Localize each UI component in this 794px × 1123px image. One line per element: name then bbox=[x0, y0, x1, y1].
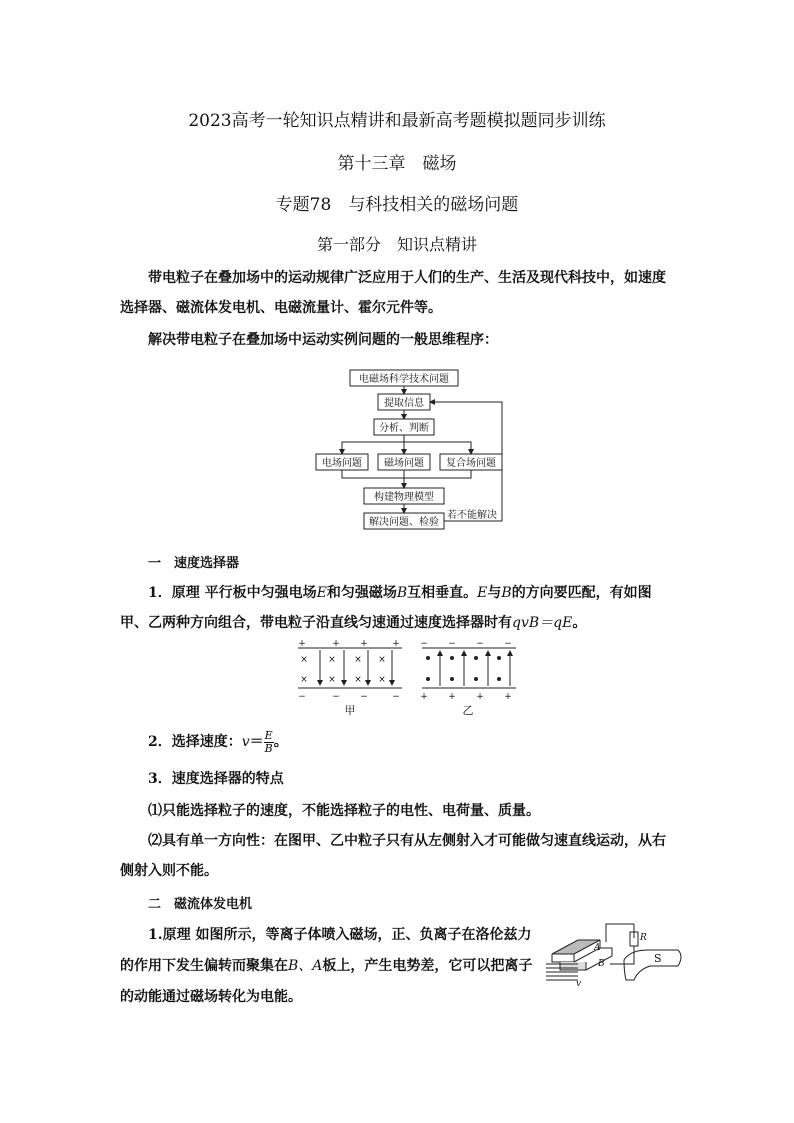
svg-text:+: + bbox=[298, 640, 306, 649]
plate-a-label: A bbox=[594, 943, 601, 953]
velocity-selector-equation: qvB＝qE bbox=[512, 615, 573, 631]
svg-text:−: − bbox=[332, 692, 340, 702]
resistor-label: R bbox=[640, 933, 647, 943]
svg-text:×: × bbox=[328, 655, 336, 665]
svg-text:+: + bbox=[448, 692, 456, 702]
svg-text:×: × bbox=[378, 675, 386, 685]
svg-text:×: × bbox=[378, 655, 386, 665]
flow-node-electric: 电场问题 bbox=[322, 458, 362, 469]
figure-label-yi: 乙 bbox=[462, 704, 474, 717]
svg-text:+: + bbox=[332, 640, 340, 649]
svg-text:×: × bbox=[354, 655, 362, 665]
velocity-selector-figures bbox=[290, 640, 530, 720]
flow-node-magnetic: 磁场问题 bbox=[384, 458, 424, 469]
part-title: 第一部分 知识点精讲 bbox=[316, 235, 477, 254]
svg-text:−: − bbox=[448, 640, 456, 649]
thinking-flowchart bbox=[300, 362, 520, 534]
s1-p1-line2: 甲、乙两种方向组合，带电粒子沿直线匀速通过速度选择器时有qvB＝qE。 bbox=[120, 615, 587, 631]
flow-node-problem: 电磁场科学技术问题 bbox=[359, 374, 449, 385]
series-title: 2023高考一轮知识点精讲和最新高考题模拟题同步训练 bbox=[188, 111, 606, 131]
svg-text:−: − bbox=[504, 640, 512, 649]
figure-label-jia: 甲 bbox=[344, 704, 356, 717]
chapter-title: 第十三章 磁场 bbox=[337, 154, 457, 174]
flow-node-composite: 复合场问题 bbox=[446, 458, 496, 469]
velocity-label: v bbox=[576, 979, 582, 989]
svg-text:×: × bbox=[300, 655, 308, 665]
velocity-fraction: $\frac{E}{B}$ bbox=[264, 728, 273, 755]
intro-line-1: 带电粒子在叠加场中的运动规律广泛应用于人们的生产、生活及现代科技中，如速度 bbox=[148, 270, 666, 286]
s1-p3b-line1: ⑵具有单一方向性：在图甲、乙中粒子只有从左侧射入才可能做匀速直线运动，从右 bbox=[148, 833, 666, 849]
flow-loop-label: 若不能解决 bbox=[447, 510, 497, 521]
s1-p2: 2．选择速度：v＝ $\frac{E}{B}$ 。 bbox=[148, 728, 288, 755]
svg-text:×: × bbox=[354, 675, 362, 685]
svg-text:−: − bbox=[360, 692, 368, 702]
flow-node-model: 构建物理模型 bbox=[374, 492, 434, 503]
svg-text:×: × bbox=[328, 675, 336, 685]
s2-p1-line2: 的作用下发生偏转而聚集在B、A板上，产生电势差，它可以把离子 bbox=[120, 958, 533, 974]
svg-text:−: − bbox=[420, 640, 428, 649]
pole-s-label: S bbox=[654, 952, 662, 965]
svg-text:−: − bbox=[298, 692, 306, 702]
s1-p3: 3．速度选择器的特点 bbox=[148, 771, 284, 787]
s1-p3b-line2: 侧射入则不能。 bbox=[120, 863, 218, 879]
s1-p1-line1: 1．原理 平行板中匀强电场E和匀强磁场B互相垂直。E与B的方向要匹配，有如图 bbox=[148, 585, 652, 601]
topic-title: 专题78 与科技相关的磁场问题 bbox=[275, 195, 519, 215]
intro-line-2: 选择器、磁流体发电机、电磁流量计、霍尔元件等。 bbox=[120, 300, 442, 316]
svg-text:−: − bbox=[392, 692, 400, 702]
intro-line-3: 解决带电粒子在叠加场中运动实例问题的一般思维程序： bbox=[148, 332, 498, 348]
svg-text:+: + bbox=[392, 640, 400, 649]
flow-node-extract: 提取信息 bbox=[384, 398, 424, 409]
flow-node-solve: 解决问题、检验 bbox=[369, 517, 439, 528]
svg-text:+: + bbox=[504, 692, 512, 702]
section1-heading: 一 速度选择器 bbox=[148, 556, 240, 571]
flow-node-analyze: 分析、判断 bbox=[379, 423, 429, 434]
s1-p3a: ⑴只能选择粒子的速度，不能选择粒子的电性、电荷量、质量。 bbox=[148, 803, 540, 819]
s2-p1-line3: 的动能通过磁场转化为电能。 bbox=[120, 989, 302, 1005]
svg-text:×: × bbox=[300, 675, 308, 685]
svg-text:−: − bbox=[476, 640, 484, 649]
mhd-generator-figure bbox=[538, 920, 688, 1000]
svg-text:+: + bbox=[476, 692, 484, 702]
svg-text:+: + bbox=[420, 692, 428, 702]
section2-heading: 二 磁流体发电机 bbox=[148, 897, 253, 912]
s2-p1-line1: 1.原理 如图所示，等离子体喷入磁场，正、负离子在洛伦兹力 bbox=[148, 927, 532, 943]
plate-b-label: B bbox=[598, 959, 605, 969]
svg-text:+: + bbox=[360, 640, 368, 649]
